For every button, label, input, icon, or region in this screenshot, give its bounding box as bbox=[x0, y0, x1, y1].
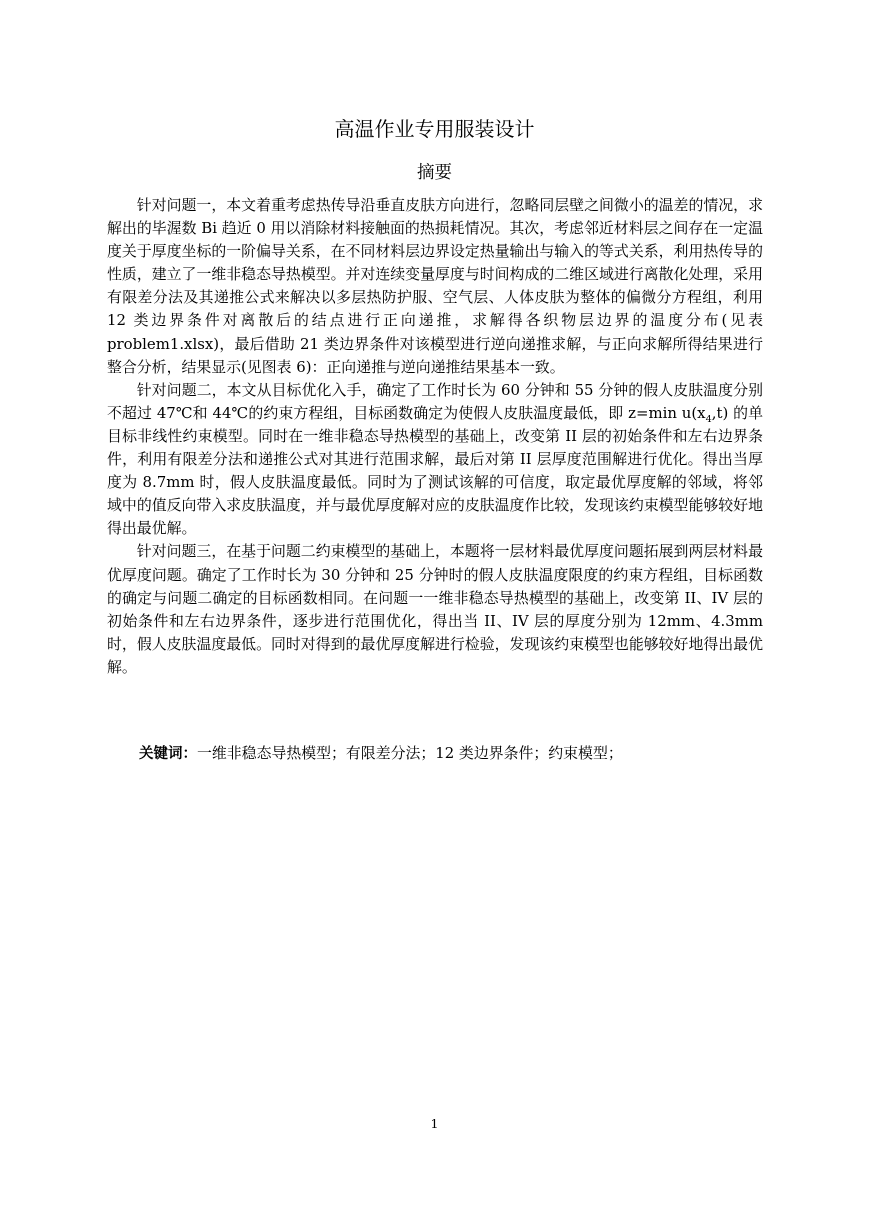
subscript-index: 4 bbox=[705, 413, 712, 425]
paper-title: 高温作业专用服装设计 bbox=[334, 117, 535, 141]
keywords-line bbox=[139, 742, 779, 766]
keywords-label: 关键词： bbox=[139, 746, 197, 762]
abstract-body bbox=[107, 194, 763, 679]
abstract-paragraph-2 bbox=[107, 379, 763, 541]
abstract-paragraph-3: 针对问题三，在基于问题二约束模型的基础上，本题将一层材料最优厚度问题拓展到两层材料最优厚度问题。确定了工作时长为 30 分钟和 25 分钟时的假人皮肤温度限度的约束方程组，目标函数的确定与问题二确定的目标函数相同。在问题一一维非稳态导热模型的基础上，改变第 II、IV 层的初始条件和左右边界条件，逐步进行范围优化，得出当 II、IV 层的厚度分别为 12mm、4.3mm 时，假人皮肤温度最低。同时对得到的最优厚度解进行检验，发现该约束模型也能够较好地得出最优解。 bbox=[107, 542, 763, 676]
page-number: 1 bbox=[430, 1116, 439, 1131]
paragraph-2-text-start: 针对问题二，本文从目标优化入手，确定了工作时长为 60 分钟和 55 分钟的假人皮肤温度分别不超过 47℃和 44℃的约束方程组，目标函数确定为使假人皮肤温度最低，即 z=min u(x bbox=[107, 380, 763, 422]
keywords-text: 一维非稳态导热模型；有限差分法；12 类边界条件；约束模型； bbox=[197, 744, 623, 762]
abstract-heading: 摘要 bbox=[417, 163, 452, 183]
paragraph-2-text-end: ,t) 的单目标非线性约束模型。同时在一维非稳态导热模型的基础上，改变第 II 层的初始条件和左右边界条件，利用有限差分法和递推公式对其进行范围求解，最后对第 II 层厚度范围解进行优化。得出当厚度为 8.7mm 时，假人皮肤温度最低。同时为了测试该解的可信度，取定最优厚度解的邻域，将邻域中的值反向带入求皮肤温度，并与最优厚度解对应的皮肤温度作比较，发现该约束模型能够较好地得出最优解。 bbox=[107, 403, 763, 538]
abstract-paragraph-1: 针对问题一，本文着重考虑热传导沿垂直皮肤方向进行，忽略同层壁之间微小的温差的情况，求解出的毕渥数 Bi 趋近 0 用以消除材料接触面的热损耗情况。其次，考虑邻近材料层之间存在一定温度关于厚度坐标的一阶偏导关系，在不同材料层边界设定热量输出与输入的等式关系，利用热传导的性质，建立了一维非稳态导热模型。并对连续变量厚度与时间构成的二维区域进行离散化处理，采用有限差分法及其递推公式来解决以多层热防护服、空气层、人体皮肤为整体的偏微分方程组，利用 12 类边界条件对离散后的结点进行正向递推，求解得各织物层边界的温度分布(见表 problem1.xlsx)，最后借助 21 类边界条件对该模型进行逆向递推求解，与正向求解所得结果进行整合分析，结果显示(见图表 6)：正向递推与逆向递推结果基本一致。 bbox=[107, 196, 763, 376]
